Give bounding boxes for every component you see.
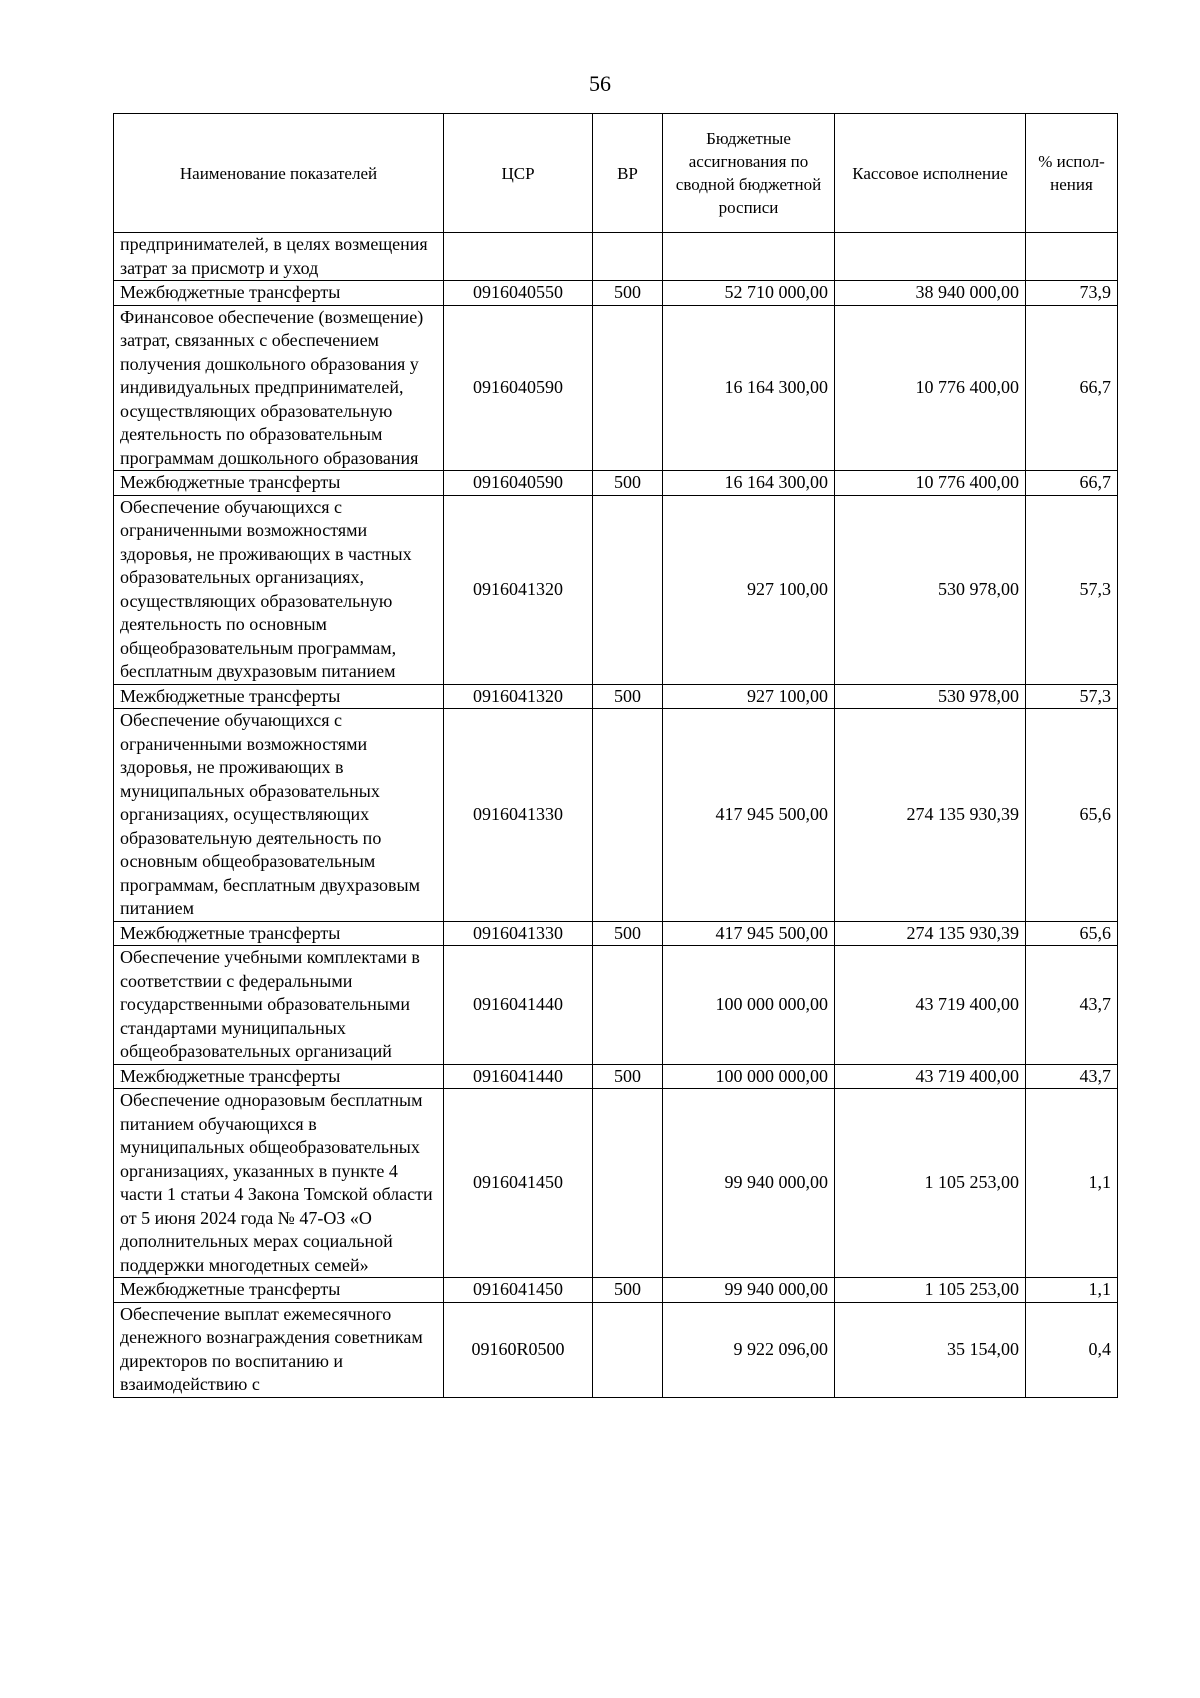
table-row xyxy=(114,1302,1118,1397)
cell-vr xyxy=(593,709,663,922)
cell-cash: 10 776 400,00 xyxy=(835,471,1026,496)
table-row xyxy=(114,1278,1118,1303)
header-budget: Бюджетные ассигнования по сводной бюджетной росписи xyxy=(663,114,835,233)
cell-budget: 417 945 500,00 xyxy=(663,921,835,946)
table-row xyxy=(114,305,1118,471)
cell-cash: 274 135 930,39 xyxy=(835,709,1026,922)
cell-csr: 0916041450 xyxy=(444,1089,593,1278)
cell-name: Межбюджетные трансферты xyxy=(114,921,444,946)
table-row xyxy=(114,684,1118,709)
cell-csr: 0916041330 xyxy=(444,709,593,922)
cell-name: Межбюджетные трансферты xyxy=(114,1064,444,1089)
cell-csr xyxy=(444,233,593,281)
cell-percent: 1,1 xyxy=(1026,1089,1118,1278)
cell-vr xyxy=(593,1302,663,1397)
table-row xyxy=(114,946,1118,1065)
cell-percent: 43,7 xyxy=(1026,946,1118,1065)
cell-cash: 274 135 930,39 xyxy=(835,921,1026,946)
page-number: 56 xyxy=(589,71,611,96)
cell-csr: 0916041320 xyxy=(444,495,593,684)
cell-name: предпринимателей, в целях возмещения затрат за присмотр и уход xyxy=(114,233,444,281)
cell-name: Межбюджетные трансферты xyxy=(114,1278,444,1303)
cell-percent: 0,4 xyxy=(1026,1302,1118,1397)
cell-cash: 35 154,00 xyxy=(835,1302,1026,1397)
cell-vr xyxy=(593,946,663,1065)
table-row xyxy=(114,921,1118,946)
cell-name: Обеспечение учебными комплектами в соответствии с федеральными государственными образовательными стандартами муниципальных общеобразовательных организаций xyxy=(114,946,444,1065)
cell-vr: 500 xyxy=(593,1278,663,1303)
table-row xyxy=(114,495,1118,684)
cell-name: Финансовое обеспечение (возмещение) затрат, связанных с обеспечением получения дошкольного образования у индивидуальных предпринимателей, осуществляющих образовательную деятельность по образовательным программам дошкольного образования xyxy=(114,305,444,471)
cell-budget: 9 922 096,00 xyxy=(663,1302,835,1397)
header-cash: Кассовое исполнение xyxy=(835,114,1026,233)
cell-percent: 57,3 xyxy=(1026,684,1118,709)
header-csr: ЦСР xyxy=(444,114,593,233)
cell-percent: 43,7 xyxy=(1026,1064,1118,1089)
cell-cash: 1 105 253,00 xyxy=(835,1278,1026,1303)
cell-name: Обеспечение обучающихся с ограниченными возможностями здоровья, не проживающих в частных образовательных организациях, осуществляющих образовательную деятельность по основным общеобразовательным программам, бесплатным двухразовым питанием xyxy=(114,495,444,684)
header-percent: % испол-нения xyxy=(1026,114,1118,233)
cell-vr xyxy=(593,1089,663,1278)
cell-percent: 1,1 xyxy=(1026,1278,1118,1303)
cell-percent: 57,3 xyxy=(1026,495,1118,684)
cell-csr: 09160R0500 xyxy=(444,1302,593,1397)
cell-cash xyxy=(835,233,1026,281)
cell-name: Межбюджетные трансферты xyxy=(114,684,444,709)
cell-budget: 52 710 000,00 xyxy=(663,281,835,306)
cell-csr: 0916040590 xyxy=(444,471,593,496)
cell-name: Межбюджетные трансферты xyxy=(114,281,444,306)
header-vr: ВР xyxy=(593,114,663,233)
cell-cash: 43 719 400,00 xyxy=(835,1064,1026,1089)
cell-vr: 500 xyxy=(593,1064,663,1089)
table-row xyxy=(114,709,1118,922)
cell-budget xyxy=(663,233,835,281)
cell-budget: 100 000 000,00 xyxy=(663,946,835,1065)
cell-cash: 530 978,00 xyxy=(835,495,1026,684)
cell-vr: 500 xyxy=(593,281,663,306)
cell-budget: 16 164 300,00 xyxy=(663,305,835,471)
cell-budget: 16 164 300,00 xyxy=(663,471,835,496)
cell-name: Обеспечение обучающихся с ограниченными возможностями здоровья, не проживающих в муниципальных образовательных организациях, осуществляющих образовательную деятельность по основным общеобразовательным программам, бесплатным двухразовым питанием xyxy=(114,709,444,922)
cell-csr: 0916040590 xyxy=(444,305,593,471)
cell-budget: 927 100,00 xyxy=(663,684,835,709)
cell-cash: 10 776 400,00 xyxy=(835,305,1026,471)
cell-percent: 66,7 xyxy=(1026,305,1118,471)
cell-percent xyxy=(1026,233,1118,281)
cell-csr: 0916041320 xyxy=(444,684,593,709)
cell-vr xyxy=(593,233,663,281)
cell-csr: 0916041330 xyxy=(444,921,593,946)
cell-percent: 65,6 xyxy=(1026,921,1118,946)
table-row xyxy=(114,281,1118,306)
cell-cash: 38 940 000,00 xyxy=(835,281,1026,306)
cell-name: Межбюджетные трансферты xyxy=(114,471,444,496)
table-header-row xyxy=(114,114,1118,233)
table-row xyxy=(114,1064,1118,1089)
cell-budget: 417 945 500,00 xyxy=(663,709,835,922)
cell-name: Обеспечение выплат ежемесячного денежного вознаграждения советникам директоров по воспитанию и взаимодействию с xyxy=(114,1302,444,1397)
cell-csr: 0916041440 xyxy=(444,1064,593,1089)
cell-percent: 66,7 xyxy=(1026,471,1118,496)
cell-percent: 65,6 xyxy=(1026,709,1118,922)
table-row xyxy=(114,233,1118,281)
table-row xyxy=(114,1089,1118,1278)
cell-cash: 530 978,00 xyxy=(835,684,1026,709)
cell-csr: 0916040550 xyxy=(444,281,593,306)
cell-budget: 927 100,00 xyxy=(663,495,835,684)
cell-vr xyxy=(593,305,663,471)
table-row xyxy=(114,471,1118,496)
cell-budget: 99 940 000,00 xyxy=(663,1278,835,1303)
cell-percent: 73,9 xyxy=(1026,281,1118,306)
cell-budget: 100 000 000,00 xyxy=(663,1064,835,1089)
cell-vr: 500 xyxy=(593,921,663,946)
cell-vr: 500 xyxy=(593,471,663,496)
cell-csr: 0916041440 xyxy=(444,946,593,1065)
cell-name: Обеспечение одноразовым бесплатным питанием обучающихся в муниципальных общеобразовательных организациях, указанных в пункте 4 части 1 статьи 4 Закона Томской области от 5 июня 2024 года № 47-ОЗ «О дополнительных мерах социальной поддержки многодетных семей» xyxy=(114,1089,444,1278)
cell-csr: 0916041450 xyxy=(444,1278,593,1303)
cell-budget: 99 940 000,00 xyxy=(663,1089,835,1278)
cell-vr xyxy=(593,495,663,684)
cell-vr: 500 xyxy=(593,684,663,709)
cell-cash: 43 719 400,00 xyxy=(835,946,1026,1065)
cell-cash: 1 105 253,00 xyxy=(835,1089,1026,1278)
budget-execution-table xyxy=(113,113,1118,1398)
header-name: Наименование показателей xyxy=(114,114,444,233)
